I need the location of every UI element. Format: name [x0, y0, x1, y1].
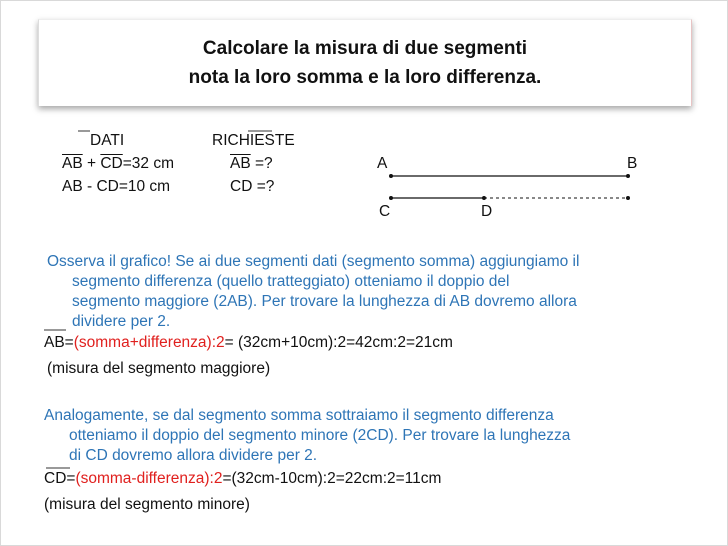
formula-cd-red: (somma-differenza):2 — [75, 470, 223, 487]
formula-cd-prefix: CD= — [44, 470, 76, 487]
title-line-1: Calcolare la misura di due segmenti — [202, 38, 528, 59]
note-minor: (misura del segmento minore) — [44, 496, 250, 513]
dati-cd: $\overline{CD}$ — [100, 155, 123, 172]
dati-line-2: AB - CD=10 cm — [62, 178, 171, 195]
formula-cd — [44, 470, 441, 488]
paragraph-2 — [44, 406, 714, 466]
label-b: B — [627, 155, 638, 172]
formula-ab-rest: = (32cm+10cm):2=42cm:2=21cm — [224, 334, 453, 351]
dati-header: DATI — [90, 132, 125, 149]
label-d: D — [481, 203, 493, 220]
dati-plus: + — [82, 155, 101, 172]
richieste-ab-q: =? — [250, 155, 273, 172]
para1-line-2: segmento differenza (quello tratteggiato) otteniamo il doppio del — [72, 273, 510, 290]
title-line-2: nota la loro somma e la loro differenza. — [188, 67, 542, 88]
formula-cd-rest: =(32cm-10cm):2=22cm:2=11cm — [222, 470, 442, 487]
formula-ab-red: (somma+differenza):2 — [73, 334, 225, 351]
richieste-line-2: CD =? — [230, 178, 275, 195]
formula-ab-prefix: AB= — [44, 334, 74, 351]
para1-line-4: dividere per 2. — [72, 313, 171, 330]
point-diff-end — [626, 196, 630, 200]
paragraph-1 — [47, 252, 717, 332]
para2-line-3: di CD dovremo allora dividere per 2. — [69, 447, 318, 464]
richieste-header: RICHIESTE — [212, 132, 295, 149]
dati-value: =32 cm — [122, 155, 175, 172]
richieste-ab: $\overline{AB}$ — [230, 155, 251, 172]
formula-ab — [44, 334, 453, 352]
label-a: A — [377, 155, 388, 172]
point-a — [389, 174, 393, 178]
point-c — [389, 196, 393, 200]
para1-line-1: Osserva il grafico! Se ai due segmenti dati (segmento somma) aggiungiamo il — [47, 253, 580, 270]
note-major: (misura del segmento maggiore) — [47, 360, 271, 377]
dati-ab: $\overline{AB}$ — [62, 155, 83, 172]
para2-line-1: Analogamente, se dal segmento somma sottraiamo il segmento differenza — [44, 407, 554, 424]
point-b — [626, 174, 630, 178]
para2-line-2: otteniamo il doppio del segmento minore (2CD). Per trovare la lunghezza — [69, 427, 571, 444]
label-c: C — [379, 203, 391, 220]
para1-line-3: segmento maggiore (2AB). Per trovare la lunghezza di AB dovremo allora — [72, 293, 577, 310]
